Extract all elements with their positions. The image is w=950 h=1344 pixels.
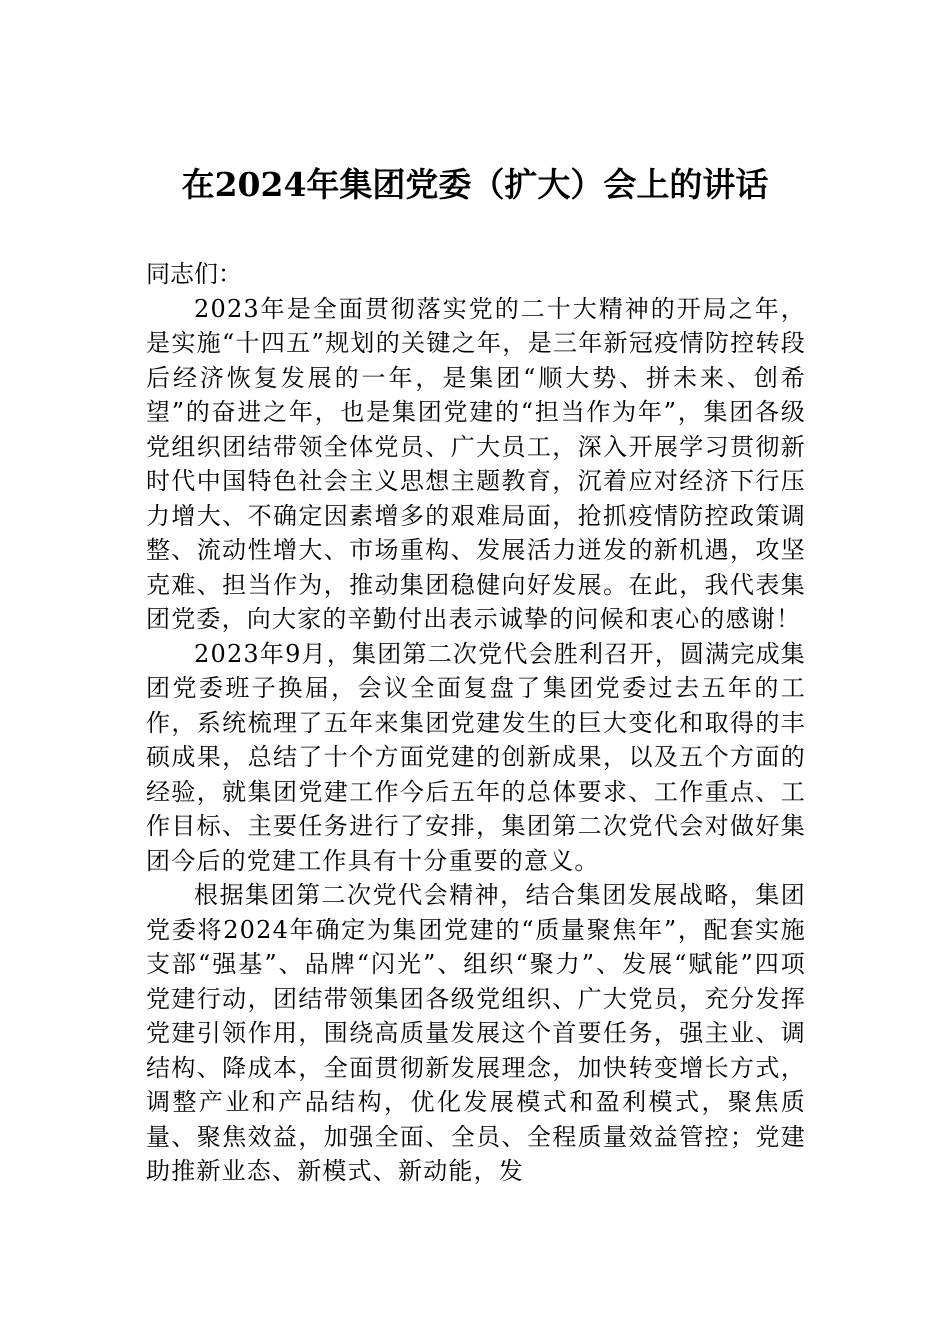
salutation: 同志们： <box>146 260 242 288</box>
document-title: 在2024年集团党委（扩大）会上的讲话 <box>181 165 769 204</box>
document-body <box>146 257 806 1189</box>
paragraph-1: 2023年是全面贯彻落实党的二十大精神的开局之年，是实施“十四五”规划的关键之年，是三年新冠疫情防控转段后经济恢复发展的一年，是集团“顺大势、拼未来、创希望”的奋进之年，也是集团党建的“担当作为年”，集团各级党组织团结带领全体党员、广大员工，深入开展学习贯彻新时代中国特色社会主义思想主题教育，沉着应对经济下行压力增大、不确定因素增多的艰难局面，抢抓疫情防控政策调整、流动性增大、市场重构、发展活力迸发的新机遇，攻坚克难、担当作为，推动集团稳健向好发展。在此，我代表集团党委，向大家的辛勤付出表示诚挚的问候和衷心的感谢！ <box>146 294 806 633</box>
paragraph-3: 根据集团第二次党代会精神，结合集团发展战略，集团党委将2024年确定为集团党建的“质量聚焦年”，配套实施支部“强基”、品牌“闪光”、组织“聚力”、发展“赋能”四项党建行动，团结带领集团各级党组织、广大党员，充分发挥党建引领作用，围绕高质量发展这个首要任务，强主业、调结构、降成本，全面贯彻新发展理念，加快转变增长方式，调整产业和产品结构，优化发展模式和盈利模式，聚焦质量、聚焦效益，加强全面、全员、全程质量效益管控；党建助推新业态、新模式、新动能，发 <box>146 881 806 1185</box>
paragraph-2: 2023年9月，集团第二次党代会胜利召开，圆满完成集团党委班子换届，会议全面复盘了集团党委过去五年的工作，系统梳理了五年来集团党建发生的巨大变化和取得的丰硕成果，总结了十个方面党建的创新成果，以及五个方面的经验，就集团党建工作今后五年的总体要求、工作重点、工作目标、主要任务进行了安排，集团第二次党代会对做好集团今后的党建工作具有十分重要的意义。 <box>146 639 806 875</box>
